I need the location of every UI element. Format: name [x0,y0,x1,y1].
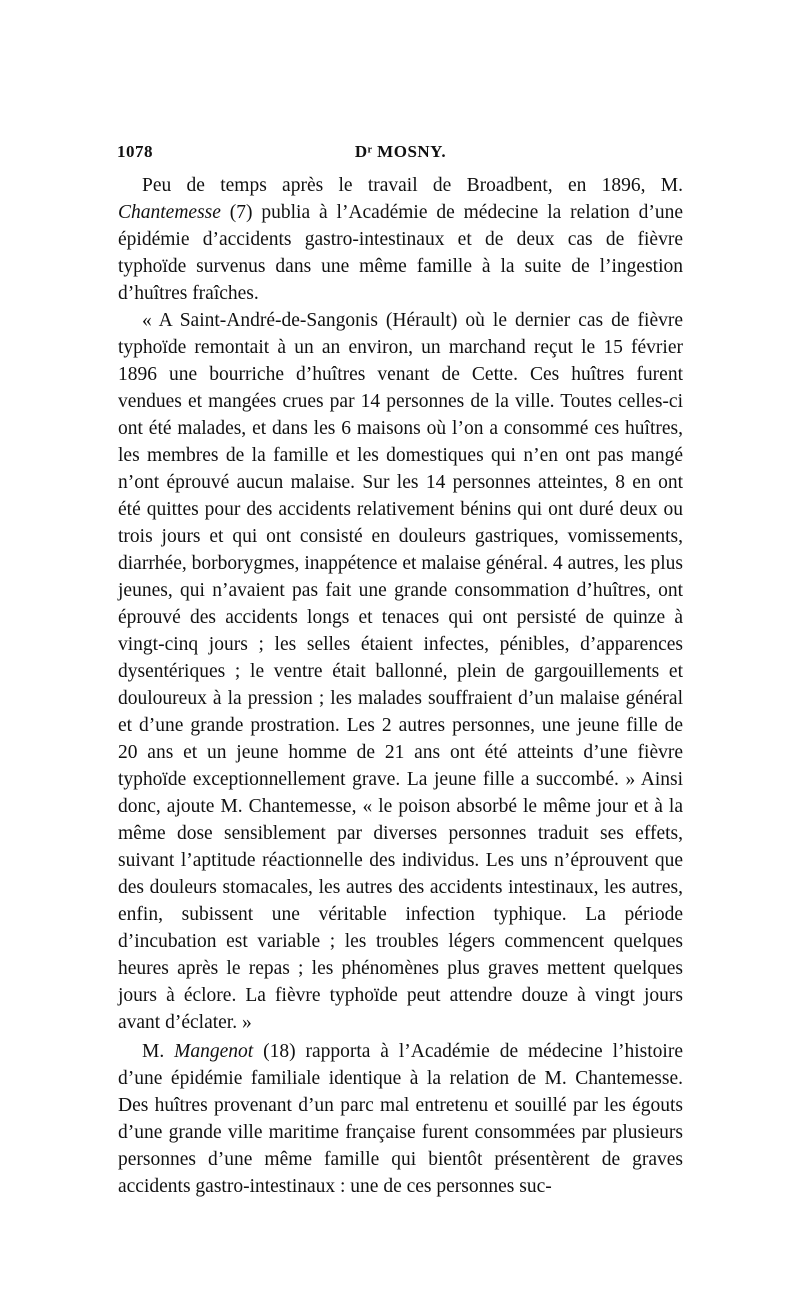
page-number: 1078 [117,142,153,161]
paragraph-3 [118,1038,683,1200]
text-span: M. [142,1041,175,1062]
author-name-chantemesse: Chantemesse [118,202,221,223]
paragraph-2-quote [118,307,683,1036]
page-header [117,142,684,166]
text-span: « A Saint-André-de-Sangonis (Hérault) où le dernier cas de fièvre typhoïde remontait à un an environ, un marchand reçut le 15 février 1896 une bourriche d’huîtres venant de Cette. Ces huîtres furent vendues et mangées crues par 14 personnes de la ville. Toutes celles-ci ont été malades, et dans les 6 maisons où l’on a consommé ces huîtres, les membres de la famille et les domestiques qui n’en ont pas mangé n’ont éprouvé aucun malaise. Sur les 14 personnes atteintes, 8 en ont été quittes pour des accidents relativement bénins qui ont duré deux ou trois jours et qui ont consisté en douleurs gastriques, vomissements, diarrhée, borborygmes, inappétence et malaise général. 4 autres, les plus jeunes, qui n’avaient pas fait une grande consommation d’huîtres, ont éprouvé des accidents longs et tenaces qui ont persisté de quinze à vingt-cinq jours ; les selles étaient infectes, pénibles, d’apparences dysentériques ; le ventre était ballonné, plein de gargouillements et douloureux à la pression ; les malades souffraient d’un malaise général et d’une grande prostration. Les 2 autres personnes, une jeune fille de 20 ans et un jeune homme de 21 ans ont été atteints d’une fièvre typhoïde exceptionnellement grave. La jeune fille a succombé. » Ainsi donc, ajoute M. Chantemesse, « le poison absorbé le même jour et à la même dose sensiblement par diverses personnes traduit ses effets, suivant l’aptitude réactionnelle des individus. Les uns n’éprouvent que des douleurs stomacales, les autres des accidents intestinaux, les autres, enfin, subissent une véritable infection typhique. La période d’incubation est variable ; les troubles légers commencent quelques heures après le repas ; les phénomènes plus graves mettent quelques jours à éclore. La fièvre typhoïde peut attendre douze à vingt jours avant d’éclater. » [118,310,683,1033]
text-span: Peu de temps après le travail de Broadbent, en 1896, M. [142,175,683,196]
author-name-mangenot: Mangenot [174,1041,254,1062]
text-span: (7) publia à l’Académie de médecine la relation d’une épidémie d’accidents gastro-intestinaux et de deux cas de fièvre typhoïde survenus dans une même famille à la suite de l’ingestion d’huîtres fraîches. [118,202,683,304]
text-span: (18) rapporta à l’Académie de médecine l’histoire d’une épidémie familiale identique à la relation de M. Chantemesse. Des huîtres provenant d’un parc mal entretenu et souillé par les égouts d’une grande ville maritime française furent consommées par plusieurs personnes d’une même famille qui bientôt présentèrent de graves accidents gastro-intestinaux : une de ces personnes suc- [118,1041,683,1197]
body-text [118,172,683,1200]
paragraph-1 [118,172,683,307]
running-head: Dʳ MOSNY. [354,142,447,161]
